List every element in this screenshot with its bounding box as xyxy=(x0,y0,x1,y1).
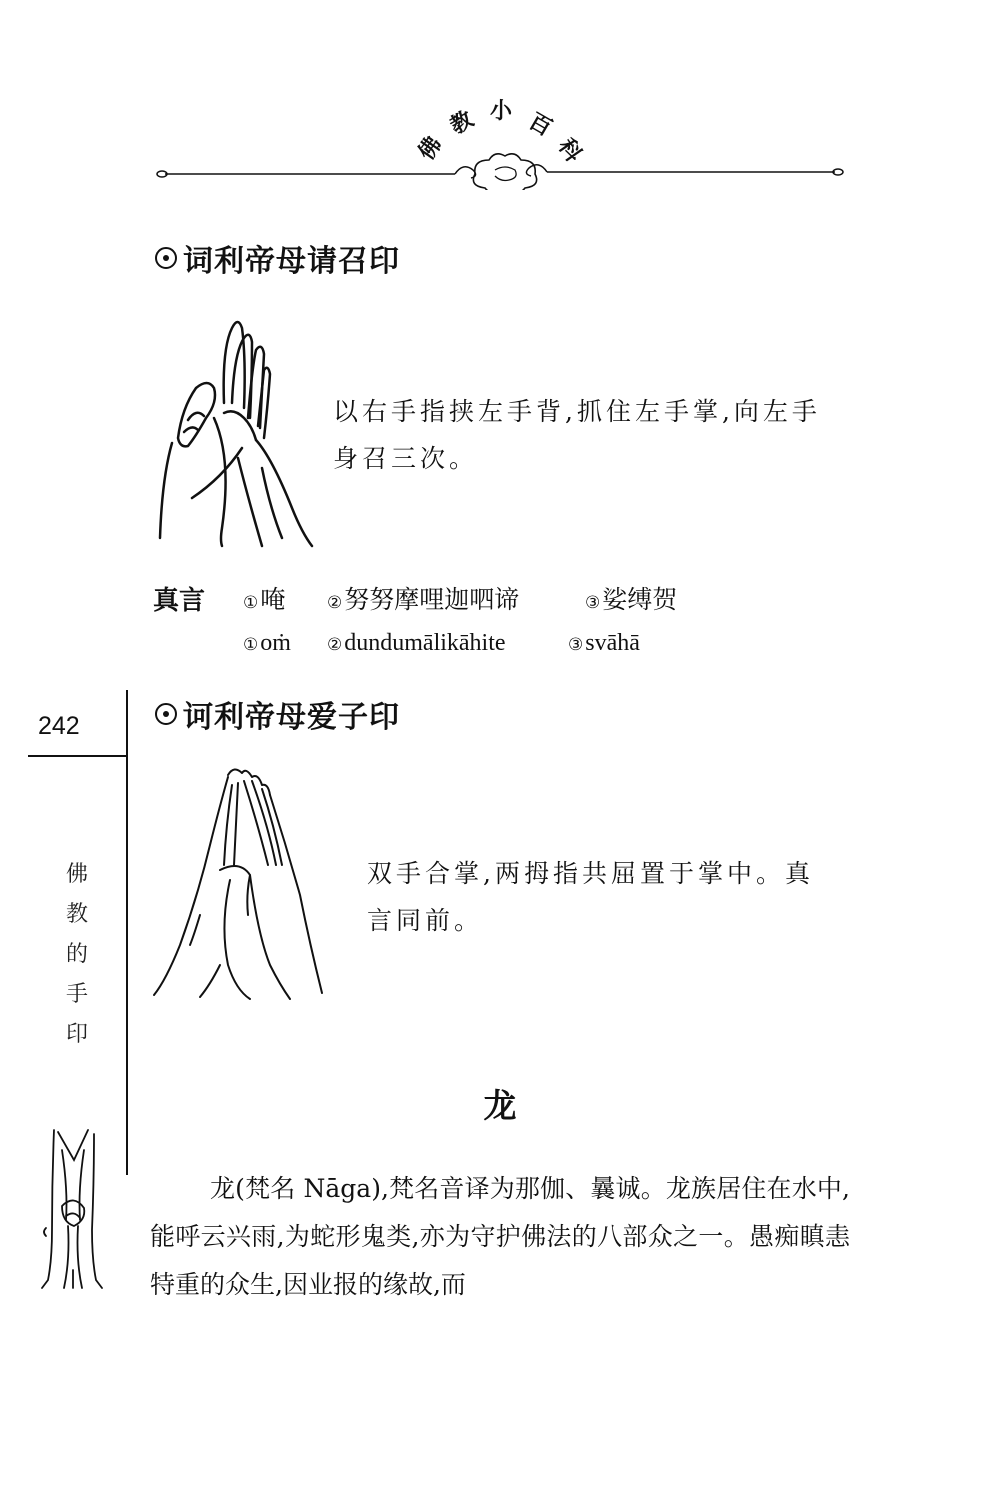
section-heading-text: 词利帝母请召印 xyxy=(183,244,400,279)
hand-mudra-palms-joined-icon xyxy=(150,765,335,1000)
description-line: 言同前。 xyxy=(367,906,484,935)
mantra-number: ① xyxy=(243,593,259,613)
mantra-number: ③ xyxy=(568,635,584,655)
side-title-char: 手 xyxy=(65,982,88,1007)
section-heading-summon-mudra xyxy=(155,236,400,280)
book-title-char: 佛 xyxy=(414,132,448,165)
book-title-char: 科 xyxy=(552,134,586,167)
mantra-chinese-1 xyxy=(243,580,285,616)
circled-dot-icon xyxy=(155,247,177,269)
side-title-char: 印 xyxy=(65,1022,88,1047)
hand-mudra-summon-icon xyxy=(152,308,322,548)
side-chapter-title xyxy=(62,855,92,1055)
description-line: 以右手指挟左手背,抓住左手掌,向左手 xyxy=(333,397,821,426)
article-title: 龙 xyxy=(483,1086,517,1125)
side-title-char: 教 xyxy=(65,902,88,927)
section-description xyxy=(367,850,857,944)
mantra-label: 真言 xyxy=(153,586,206,616)
section-heading-text: 诃利帝母爱子印 xyxy=(183,700,400,735)
mantra-syllable: 娑缚贺 xyxy=(602,585,678,614)
hand-mudra-small-icon xyxy=(38,1120,108,1290)
article-body: 龙(梵名 Nāga),梵名音译为那伽、曩诚。龙族居住在水中,能呼云兴雨,为蛇形鬼类,亦为守护佛法的八部众之一。愚痴瞋恚特重的众生,因业报的缘故,而 xyxy=(150,1174,850,1299)
margin-horizontal-rule xyxy=(28,755,128,757)
mantra-number: ② xyxy=(327,593,343,613)
mantra-syllable: 唵 xyxy=(260,585,286,614)
mantra-number: ① xyxy=(243,635,259,655)
mantra-syllable: svāhā xyxy=(585,630,640,656)
mantra-roman-2 xyxy=(327,630,506,657)
mantra-roman-1 xyxy=(243,630,291,657)
mantra-syllable: 努努摩哩迦呬谛 xyxy=(344,585,520,614)
mantra-syllable: dundumālikāhite xyxy=(344,630,506,656)
side-title-char: 的 xyxy=(65,942,88,967)
book-title-char: 百 xyxy=(524,108,556,142)
circled-dot-icon xyxy=(155,703,177,725)
mantra-chinese-3 xyxy=(585,580,677,616)
section-description xyxy=(333,388,853,482)
cloud-ornament-divider-icon xyxy=(155,150,845,190)
book-title-char: 教 xyxy=(446,106,478,140)
mantra-roman-3 xyxy=(568,630,640,657)
mantra-chinese-2 xyxy=(327,580,519,616)
mantra-number: ② xyxy=(327,635,343,655)
book-title-char: 小 xyxy=(490,99,513,124)
page-number: 242 xyxy=(38,712,80,740)
description-line: 双手合掌,两拇指共屈置于掌中。真 xyxy=(367,859,814,888)
section-heading-beloved-child-mudra xyxy=(155,692,400,736)
side-title-char: 佛 xyxy=(65,862,88,887)
mantra-syllable: oṁ xyxy=(260,630,291,656)
description-line: 身召三次。 xyxy=(333,444,479,473)
mantra-number: ③ xyxy=(585,593,601,613)
